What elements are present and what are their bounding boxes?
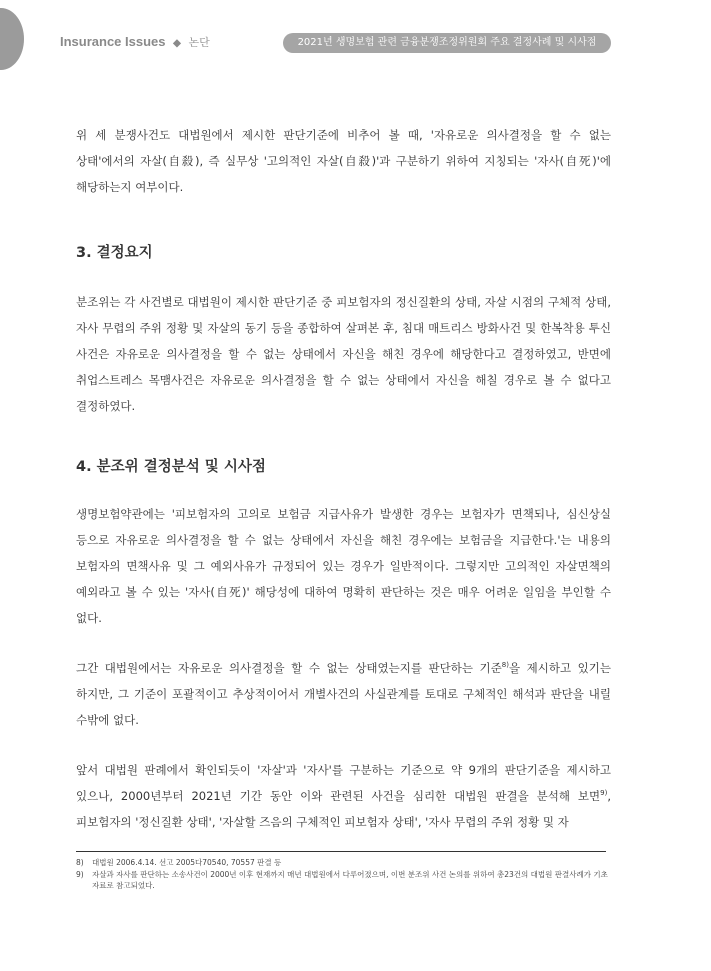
section-3-heading: 3. 결정요지 [76, 245, 153, 261]
footnote-8 [76, 857, 611, 869]
section-3-paragraph: 분조위는 각 사건별로 대법원이 제시한 판단기준 중 피보험자의 정신질환의 상태, 자살 시점의 구체적 상태, 자사 무렵의 주위 정황 및 자살의 동기 등을 종합하여 살펴본 후, 침대 매트리스 방화사건 및 한복착용 투신 사건은 자유로운 의사결정을 할 수 없는 상태에서 자신을 해친 경우에 해당한다고 결정하였고, 반면에 취업스트레스 목맴사건은 자유로운 의사결정을 할 수 없는 상태에서 자신을 해칠 경우로 볼 수 없다고 결정하였다. [76, 295, 611, 413]
footnotes [76, 857, 611, 892]
header-brand [60, 34, 210, 50]
article-title-banner [283, 33, 611, 53]
paragraph-2-text-a: 그간 대법원에서는 자유로운 의사결정을 할 수 없는 상태였는지를 판단하는 기준 [76, 661, 502, 675]
paragraph-3-text-a: 앞서 대법원 판례에서 확인되듯이 '자살'과 '자사'를 구분하는 기준으로 약 9개의 판단기준을 제시하고 있으나, 2000년부터 2021년 기간 동안 이와 관련된 사건을 심리한 대법원 판결을 분석해 보면 [76, 763, 611, 803]
footnote-divider [76, 851, 606, 852]
footnote-number: 9) [76, 869, 84, 879]
section-4-paragraph-1: 생명보험약관에는 '피보험자의 고의로 보험금 지급사유가 발생한 경우는 보험자가 면책되나, 심신상실 등으로 자유로운 의사결정을 할 수 없는 상태에서 자신을 해친 경우에는 보험금을 지급한다.'는 내용의 보험자의 면책사유 및 그 예외사유가 규정되어 있는 경우가 일반적이다. 그렇지만 고의적인 자살면책의 예외라고 볼 수 있는 '자사(自死)' 해당성에 대하여 명확히 판단하는 것은 매우 어려운 일임을 부인할 수 없다. [76, 507, 611, 625]
intro-paragraph: 위 세 분쟁사건도 대법원에서 제시한 판단기준에 비추어 볼 때, '자유로운 의사결정을 할 수 없는 상태'에서의 자살(自殺), 즉 실무상 '고의적인 자살(自殺)'과 구분하기 위하여 지칭되는 '자사(自死)'에 해당하는지 여부이다. [76, 128, 611, 194]
article-title: 2021년 생명보험 관련 금융분쟁조정위원회 주요 결정사례 및 시사점 [297, 37, 597, 48]
article-body [76, 122, 611, 835]
footnote-number: 8) [76, 858, 84, 867]
section-4-paragraph-2 [76, 655, 611, 733]
section-4-heading: 4. 분조위 결정분석 및 시사점 [76, 459, 266, 475]
diamond-icon: ◆ [173, 38, 181, 49]
paragraph-2-text-b: 을 제시하고 있기는 하지만, 그 기준이 포괄적이고 추상적이어서 개별사건의 사실관계를 토대로 구체적인 해석과 판단을 내릴 수밖에 없다. [76, 661, 611, 727]
footnote-9 [76, 869, 611, 892]
footnote-ref-9[interactable]: 9) [600, 789, 608, 798]
paragraph-3-text-b: , 피보험자의 '정신질환 상태', '자살할 즈음의 구체적인 피보험자 상태', '자사 무렵의 주위 정황 및 자 [76, 789, 611, 829]
brand-name: Insurance Issues [60, 34, 166, 49]
page-edge-tab [0, 8, 24, 70]
section-label: 논단 [188, 37, 210, 49]
footnote-text: 대법원 2006.4.14. 선고 2005다70540, 70557 판결 등 [92, 858, 282, 867]
footnote-ref-8[interactable]: 8) [501, 661, 509, 670]
section-4-paragraph-3 [76, 757, 611, 835]
footnote-text: 자살과 자사를 판단하는 소송사건이 2000년 이후 현재까지 매년 대법원에서 다루어졌으며, 이번 분조위 사건 논의를 위하여 총23건의 대법원 판결사례가 기초자료로 참고되었다. [92, 869, 608, 890]
